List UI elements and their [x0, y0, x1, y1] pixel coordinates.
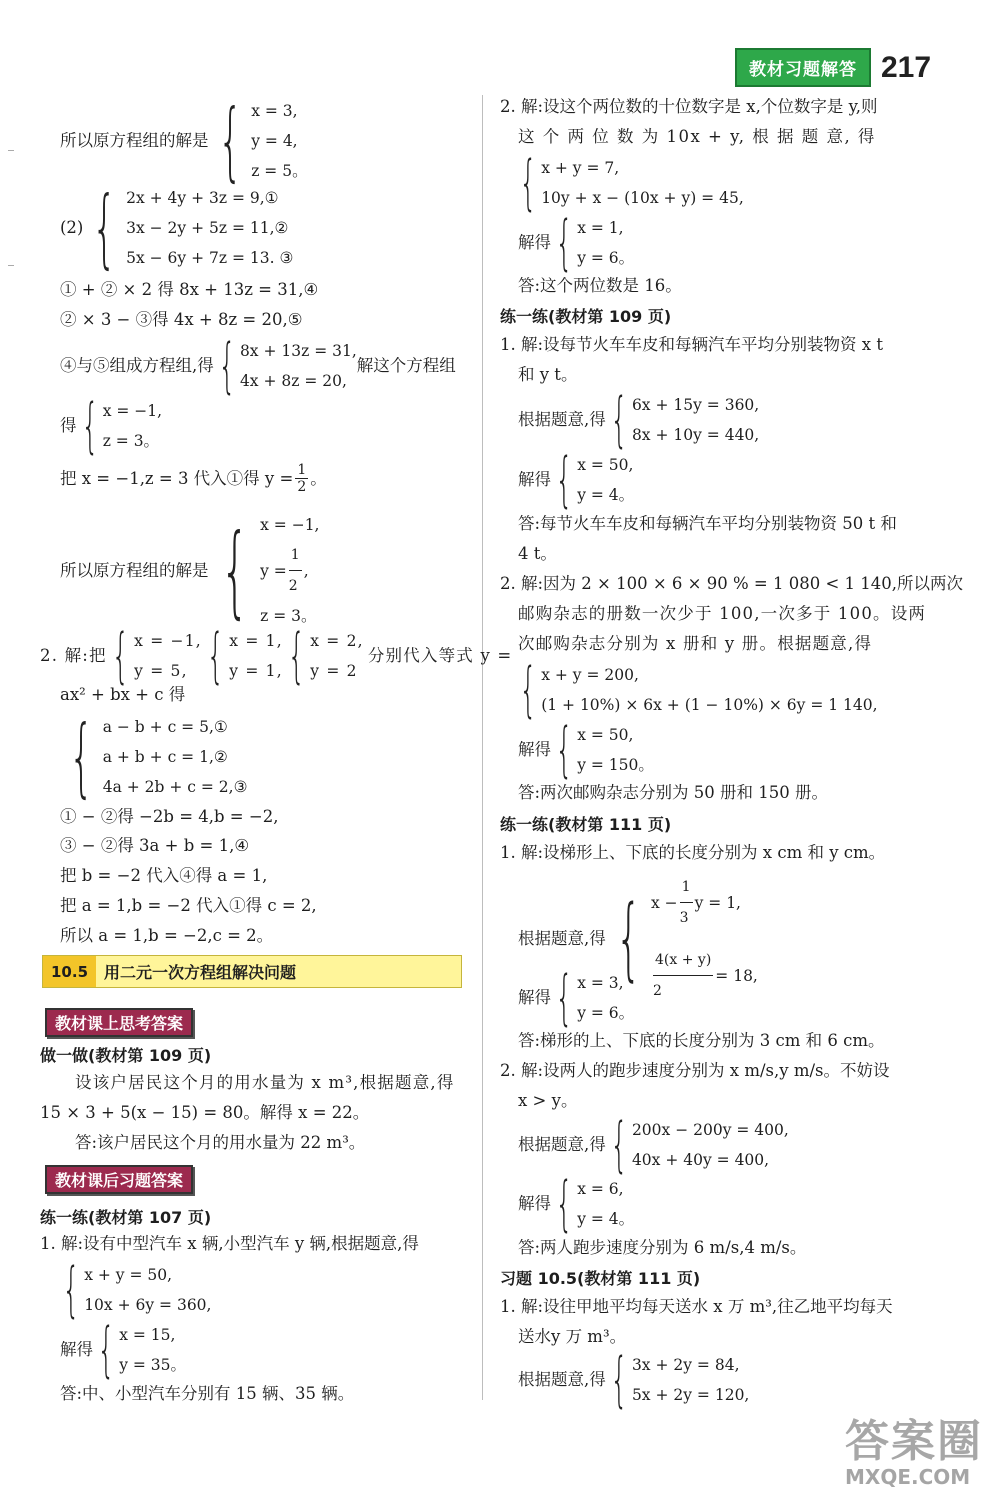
equation: x = 50,: [577, 456, 634, 474]
text-label: 分别代入等式 y =: [367, 646, 513, 665]
text-label: 解得: [518, 1194, 551, 1213]
question-2: [40, 621, 513, 691]
equation-line: [518, 1345, 750, 1415]
equation: x + y = 50,: [84, 1266, 173, 1284]
equation: a + b + c = 1,②: [102, 748, 228, 766]
equation-system: [202, 621, 283, 691]
label-box: 教材课后习题答案: [45, 1165, 193, 1194]
equation-system: [551, 445, 635, 515]
watermark-text: 答案圈: [845, 1416, 983, 1467]
equation-system: [515, 148, 744, 218]
equation-system: [209, 91, 308, 191]
equation-list: [103, 712, 248, 802]
text-label: 所以原方程组的解是: [60, 131, 209, 150]
equation-list: [632, 390, 759, 450]
equation-list: [229, 626, 283, 686]
watermark-logo: [845, 1405, 995, 1490]
equation: x = 50,: [577, 726, 634, 744]
text-label: 根据题意,得: [518, 1135, 606, 1154]
text-label: x −: [651, 893, 678, 912]
equation: x = 2,: [310, 632, 364, 650]
equation: 4a + 2b + c = 2,③: [102, 778, 248, 796]
text-label: 得: [60, 416, 77, 435]
brace-icon: {: [610, 385, 628, 455]
brace-icon: {: [217, 91, 243, 191]
text-label: 根据题意,得: [518, 410, 606, 429]
text-label: y = 1,: [694, 893, 741, 912]
subsection-heading: 练一练(教材第 111 页): [500, 815, 672, 834]
brace-icon: {: [519, 655, 537, 725]
denominator: 3: [679, 910, 689, 926]
step-line: x > y。: [518, 1091, 578, 1110]
step-line: 2. 解:设这个两位数的十位数字是 x,个位数字是 y,则: [500, 97, 878, 116]
equation: y = 150。: [577, 756, 654, 774]
equation: x = 3,: [577, 974, 624, 992]
equation: y = 35。: [119, 1356, 187, 1374]
equation-line: [518, 1110, 789, 1180]
equation-list: [577, 213, 634, 273]
equation: 10y + x − (10x + y) = 45,: [541, 189, 744, 207]
equation: y = 5,: [134, 662, 188, 680]
fraction: [653, 945, 713, 1006]
equation-system: [606, 1110, 789, 1180]
subsection-heading: 练一练(教材第 107 页): [40, 1208, 212, 1227]
brace-icon: {: [111, 621, 130, 691]
equation-system: [77, 391, 163, 461]
equation: y = 1,: [229, 662, 283, 680]
brace-icon: {: [92, 178, 118, 278]
equation: x + y = 7,: [541, 159, 620, 177]
step-line: 1. 解:设往甲地平均每天送水 x 万 m³,往乙地平均每天: [500, 1297, 893, 1316]
answer-line: 答:两次邮购杂志分别为 50 册和 150 册。: [518, 783, 829, 802]
equation-list: [134, 626, 202, 686]
answer-line: 4 t。: [518, 544, 557, 563]
solution-block: [60, 91, 308, 191]
solution-line: [518, 208, 635, 278]
section-number: 10.5: [43, 956, 96, 987]
text-label: 根据题意,得: [518, 1370, 606, 1389]
equation: [651, 872, 758, 933]
equation: x = 6,: [577, 1180, 624, 1198]
step-line: 答:该户居民这个月的用水量为 22 m³。: [75, 1133, 366, 1152]
subsection-heading: 习题 10.5(教材第 111 页): [500, 1269, 701, 1288]
text-label: = 18,: [715, 966, 758, 985]
answer-line: 答:每节火车车皮和每辆汽车平均分别装物资 50 t 和: [518, 514, 897, 533]
equation: 3x − 2y + 5z = 11,②: [126, 219, 289, 237]
equation: [651, 945, 758, 1006]
equation: [260, 540, 319, 601]
solution-line: [518, 963, 635, 1033]
equation-list: [577, 1174, 634, 1234]
step-line: 把 a = 1,b = −2 代入①得 c = 2,: [60, 896, 317, 915]
brace-icon: {: [69, 707, 94, 807]
step-line: 15 × 3 + 5(x − 15) = 80。解得 x = 22。: [40, 1103, 370, 1122]
text-label: 解得: [518, 470, 551, 489]
equation-system: [551, 1169, 635, 1239]
equation: z = 5。: [251, 162, 308, 180]
step-line: ② × 3 − ③得 4x + 8z = 20,⑤: [60, 310, 303, 329]
step-line: 这 个 两 位 数 为 10x + y, 根 据 题 意, 得: [518, 127, 876, 146]
brace-icon: {: [610, 1345, 628, 1415]
equation: x = 1,: [577, 219, 624, 237]
equation: (1 + 10%) × 6x + (1 − 10%) × 6y = 1 140,: [541, 696, 878, 714]
brace-icon: {: [219, 511, 249, 629]
equation-list: [240, 336, 357, 396]
equation: z = 3。: [260, 607, 317, 625]
numerator: 4(x + y): [653, 945, 713, 976]
equation: 4x + 8z = 20,: [239, 372, 347, 390]
text-label: ,: [303, 561, 309, 580]
step-line: 2. 解:设两人的跑步速度分别为 x m/s,y m/s。不妨设: [500, 1061, 890, 1080]
equation: y = 4,: [251, 132, 298, 150]
subsection-heading: 练一练(教材第 109 页): [500, 307, 672, 326]
denominator: 2: [653, 983, 662, 999]
equation: x + y = 200,: [541, 666, 639, 684]
answer-line: 答:这个两位数是 16。: [518, 276, 682, 295]
text-label: 解得: [60, 1340, 93, 1359]
equation-system: [60, 707, 248, 807]
brace-icon: {: [555, 963, 573, 1033]
equation: 3x + 2y = 84,: [631, 1356, 740, 1374]
equation: x = −1,: [134, 632, 202, 650]
brace-icon: {: [555, 445, 573, 515]
step-line: ① + ② × 2 得 8x + 13z = 31,④: [60, 280, 319, 299]
fraction: [680, 872, 693, 933]
problem-2: [60, 178, 294, 278]
equation-list: [651, 872, 758, 1006]
equation-list: [632, 1115, 789, 1175]
header-tag: 教材习题解答: [735, 48, 871, 87]
step-line: 和 y t。: [518, 365, 578, 384]
step-line: 邮购杂志的册数一次少于 100,一次多于 100。设两: [518, 604, 927, 623]
text-label: 解得: [518, 233, 551, 252]
equation-system: [209, 510, 320, 631]
equation: 5x + 2y = 120,: [631, 1386, 750, 1404]
equation-system: [83, 178, 294, 278]
equation-system: [551, 963, 635, 1033]
equation-list: [541, 660, 877, 720]
step-line: ③ − ②得 3a + b = 1,④: [60, 836, 250, 855]
equation: y = 6。: [577, 249, 635, 267]
text-label: 根据题意,得: [518, 929, 606, 948]
text-label: 2. 解:把: [40, 646, 107, 665]
equation-system: [551, 715, 654, 785]
equation-system: [60, 707, 248, 807]
step-line: 次邮购杂志分别为 x 册和 y 册。根据题意,得: [518, 634, 873, 653]
page-number: 217: [881, 50, 932, 84]
equation-system: [515, 655, 878, 725]
equation-line: [518, 385, 760, 455]
text-label: 所以原方程组的解是: [60, 560, 209, 580]
brace-icon: {: [615, 886, 642, 991]
text-label: 把 x = −1,z = 3 代入①得 y =: [60, 468, 294, 488]
equation: x = 15,: [119, 1326, 176, 1344]
equation: 10x + 6y = 360,: [84, 1296, 212, 1314]
step-line: ① − ②得 −2b = 4,b = −2,: [60, 807, 279, 826]
numerator: 1: [297, 462, 307, 478]
equation: 6x + 15y = 360,: [631, 396, 760, 414]
equation-list: [577, 720, 654, 780]
brace-icon: {: [519, 148, 537, 218]
numerator: 1: [289, 540, 302, 571]
solution-line: [60, 1315, 187, 1385]
solution-line: [518, 445, 635, 515]
column-divider: [482, 95, 483, 1400]
equation: x = 3,: [251, 102, 298, 120]
equation-system: [606, 385, 760, 455]
brace-icon: {: [218, 331, 236, 401]
text-label: 解得: [518, 740, 551, 759]
equation-system: [107, 621, 202, 691]
margin-tick: [8, 150, 14, 151]
margin-tick: [8, 265, 14, 266]
equation: z = 3。: [102, 432, 160, 450]
fraction: [295, 462, 308, 495]
section-title: 用二元一次方程组解决问题: [104, 963, 297, 982]
equation: y = 4。: [577, 486, 635, 504]
text-label: 。: [310, 468, 327, 488]
equation: 8x + 10y = 440,: [631, 426, 760, 444]
equation: 5x − 6y + 7z = 13. ③: [126, 249, 294, 267]
equation-list: [119, 1320, 186, 1380]
equation-list: [541, 153, 744, 213]
fraction: [289, 540, 302, 601]
equation-list: [632, 1350, 749, 1410]
brace-icon: {: [81, 391, 99, 461]
step-line: 2. 解:因为 2 × 100 × 6 × 90 % = 1 080 < 1 140,所以两次: [500, 574, 963, 593]
step-line: 1. 解:设有中型汽车 x 辆,小型汽车 y 辆,根据题意,得: [40, 1234, 419, 1253]
solution-line: [518, 715, 654, 785]
equation-list: [251, 96, 307, 186]
problem-label: (2): [60, 218, 84, 237]
equation-list: [126, 183, 293, 273]
page-header: [735, 48, 931, 87]
answer-line: 答:梯形的上、下底的长度分别为 3 cm 和 6 cm。: [518, 1031, 885, 1050]
equation: y = 6。: [577, 1004, 635, 1022]
step-line: 1. 解:设梯形上、下底的长度分别为 x cm 和 y cm。: [500, 843, 886, 862]
step-line: 所以 a = 1,b = −2,c = 2。: [60, 926, 274, 945]
denominator: 2: [288, 578, 298, 594]
denominator: 2: [297, 479, 307, 495]
subsection-heading: 做一做(教材第 109 页): [40, 1046, 212, 1065]
equation: 8x + 13z = 31,: [239, 342, 357, 360]
equation-system: [551, 208, 635, 278]
equation: x = −1,: [102, 402, 163, 420]
equation-list: [103, 396, 162, 456]
answer-line: 答:中、小型汽车分别有 15 辆、35 辆。: [60, 1384, 355, 1403]
equation-system: [515, 148, 744, 218]
step-line: 送水y 万 m³。: [518, 1327, 627, 1346]
equation-system: [58, 1255, 212, 1325]
equation-system: [606, 1345, 750, 1415]
equation-system: [515, 655, 878, 725]
step-line: ax² + bx + c 得: [60, 685, 186, 704]
answer-line: 答:两人跑步速度分别为 6 m/s,4 m/s。: [518, 1238, 807, 1257]
brace-icon: {: [206, 621, 225, 691]
step-line: [60, 331, 456, 401]
solution-line: [518, 1169, 635, 1239]
brace-icon: {: [62, 1255, 80, 1325]
equation-list: [84, 1260, 211, 1320]
step-line: 把 b = −2 代入④得 a = 1,: [60, 866, 268, 885]
equation: 40x + 40y = 400,: [631, 1151, 770, 1169]
label-box: 教材课上思考答案: [45, 1008, 193, 1037]
equation-list: [260, 510, 319, 631]
step-line: 设该户居民这个月的用水量为 x m³,根据题意,得: [75, 1073, 455, 1092]
equation-list: [577, 450, 634, 510]
equation: y = 2: [310, 662, 358, 680]
equation-list: [577, 968, 634, 1028]
equation-system: [283, 621, 364, 691]
equation: 200x − 200y = 400,: [631, 1121, 789, 1139]
equation-system: [93, 1315, 187, 1385]
equation-list: [310, 626, 364, 686]
text-label: 解这个方程组: [356, 356, 456, 375]
brace-icon: {: [555, 208, 573, 278]
brace-icon: {: [555, 715, 573, 785]
step-line: [60, 391, 163, 461]
brace-icon: {: [97, 1315, 115, 1385]
watermark-url: MXQE.COM: [845, 1465, 971, 1489]
equation: x = 1,: [229, 632, 283, 650]
step-line: [60, 462, 327, 495]
equation: x = −1,: [260, 516, 320, 534]
equation: y = 4。: [577, 1210, 635, 1228]
numerator: 1: [680, 872, 693, 903]
equation: a − b + c = 5,①: [102, 718, 228, 736]
solution-block: [60, 510, 319, 631]
brace-icon: {: [555, 1169, 573, 1239]
brace-icon: {: [287, 621, 306, 691]
text-label: y =: [260, 561, 287, 580]
brace-icon: {: [610, 1110, 628, 1180]
section-header: [42, 955, 462, 988]
text-label: ④与⑤组成方程组,得: [60, 356, 214, 375]
equation: 2x + 4y + 3z = 9,①: [126, 189, 279, 207]
text-label: 解得: [518, 988, 551, 1007]
step-line: 1. 解:设每节火车车皮和每辆汽车平均分别装物资 x t: [500, 335, 883, 354]
equation-system: [214, 331, 357, 401]
equation-system: [58, 1255, 212, 1325]
